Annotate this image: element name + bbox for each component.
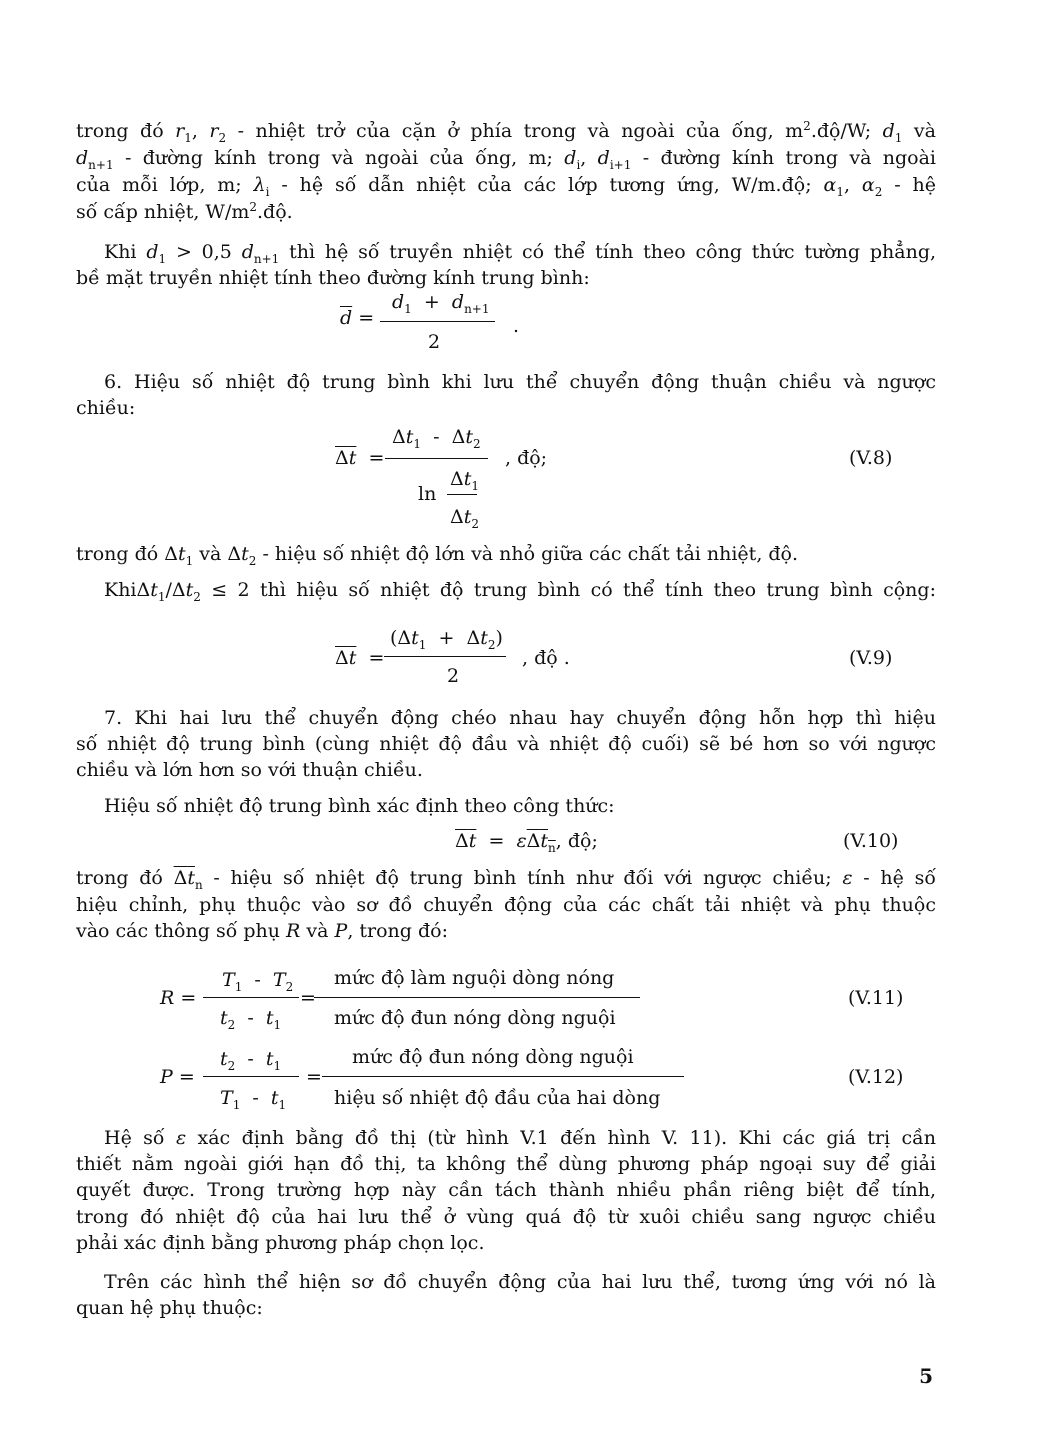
para7-line3: quyết được. Trong trường hợp này cần tách thành nhiều phần riêng biệt để tính, [76,1179,936,1201]
para7-line1: Hệ số ε xác định bằng đồ thị (từ hình V.1 đến hình V. 11). Khi các giá trị cần [104,1127,936,1149]
para4: $Khi\Delta t_1/\Delta t_2 \le 2$ thì hiệu số nhiệt độ trung bình có thể tính theo trung bình cộng: [104,579,936,604]
para1-line1: trong đó $r_1$, $r_2$ - nhiệt trở của cặn ở phía trong và ngoài của ống, $m^2.độ/W$; $d_1$ và [76,119,936,145]
para6-line3: vào các thông số phụ R và P, trong đó: [76,920,448,942]
para7-line4: trong đó nhiệt độ của hai lưu thể ở vùng quá độ từ xuôi chiều sang ngược chiều [76,1206,936,1228]
para7-line2: thiết nằm ngoài giới hạn đồ thị, ta không thể dùng phương pháp ngoại suy để giải [76,1153,936,1175]
para1-line3: của mỗi lớp, m; $\lambda_i$ - hệ số dẫn nhiệt của các lớp tương ứng, W/m.độ; $\alpha_1$, $\alpha_2$ - hệ [76,174,936,199]
para7-line5: phải xác định bằng phương pháp chọn lọc. [76,1232,485,1254]
section7-line2: số nhiệt độ trung bình (cùng nhiệt độ đầu và nhiệt độ cuối) sẽ bé hơn so với ngược [76,733,936,755]
para1-line4: số cấp nhiệt, $W/m^2.độ$. [76,200,293,223]
para2-line1: Khi $d_1 > 0,5$ $d_{n+1}$ thì hệ số truyền nhiệt có thể tính theo công thức tường phẳng, [104,241,937,266]
para3: trong đó $\Delta t_1$ và $\Delta t_2$ - hiệu số nhiệt độ lớn và nhỏ giữa các chất tải nhiệt, độ. [76,543,799,568]
para6-line2: hiệu chỉnh, phụ thuộc vào sơ đồ chuyển động của các chất tải nhiệt và phụ thuộc [76,894,936,916]
section6-line2: chiều: [76,397,136,419]
equation-label-v8: (V.8) [849,447,893,469]
page-number: 5 [919,1364,933,1388]
para8-line1: Trên các hình thể hiện sơ đồ chuyển động của hai lưu thể, tương ứng với nó là [104,1271,936,1293]
equation-label-v10: (V.10) [843,830,899,852]
section6-line1: 6. Hiệu số nhiệt độ trung bình khi lưu thể chuyển động thuận chiều và ngược [104,371,936,393]
para6-line1: trong đó $\Delta t_n$ - hiệu số nhiệt độ trung bình tính như đối với ngược chiều; ε - hệ số [76,867,936,892]
equation-label-v12: (V.12) [848,1066,904,1088]
document-page: trong đó $r_1$, $r_2$ - nhiệt trở của cặn ở phía trong và ngoài của ống, $m^2.độ/W$; $d_1$ và $d_{n+1}$ - đường kính trong và ngoài của ống, m; $d_i$, $d_{i+1}$ - đường kính trong và ngoài của mỗi lớp, m; $\lambda_i$ - hệ số dẫn nhiệt của các lớp tương ứng, W/m.độ; $\alpha_1$, $\alpha_2$ - hệ số cấp nhiệt, $W/m^2.độ$. Khi $d_1 > 0,5$ $d_{n+1}$ thì hệ số truyền nhiệt có thể tính theo công thức tường phẳng, bề mặt truyền nhiệt tính theo đường kính trung bình: $\overline{d}$ = $d_1 + d_{n+1}$ 2 . 6. Hiệu số nhiệt độ trung bình khi lưu thể chuyển động thuận chiều và ngược chiều: Δt = $\Delta t_1 - \Delta t_2$ ln $\Delta t_1$ $\Delta t_2$ , độ; (V.8) trong đó $\Delta t_1$ và $\Delta t_2$ - hiệu số nhiệt độ lớn và nhỏ giữa các chất tải nhiệt, độ. $Khi\Delta t_1/\Delta t_2 \le 2$ thì hiệu số nhiệt độ trung bình có thể tính theo trung bình cộng: Δt = $(\Delta t_1 + \Delta t_2)$ 2 , độ . (V.9) 7. Khi hai lưu thể chuyển động chéo nhau hay chuyển động hỗn hợp thì hiệu số nhiệt độ trung bình (cùng nhiệt độ đầu và nhiệt độ cuối) sẽ bé hơn so với ngược chiều và lớn hơn so với thuận chiều. Hiệu số nhiệt độ trung bình xác định theo công thức: Δt = εΔt$_n$, độ; (V.10) trong đó $\Delta t_n$ - hiệu số nhiệt độ trung bình tính như đối với ngược chiều; ε - hệ số hiệu chỉnh, phụ thuộc vào sơ đồ chuyển động của các chất tải nhiệt và phụ thuộc vào các thông số phụ R và P, trong đó: R = $T_1 - T_2$ = $t_2 - t_1$ mức độ làm nguội dòng nóng mức độ đun nóng dòng nguội (V.11) P = $t_2 - t_1$ = $T_1 - t_1$ mức độ đun nóng dòng nguội hiệu số nhiệt độ đầu của hai dòng (V.12) Hệ số ε xác định bằng đồ thị (từ hình V.1 đến hình V. 11). Khi các giá trị cần thiết nằm ngoài giới hạn đồ thị, ta không thể dùng phương pháp ngoại suy để giải quyết được. Trong trường hợp này cần tách thành nhiều phần riêng biệt để tính, trong đó nhiệt độ của hai lưu thể ở vùng quá độ từ xuôi chiều sang ngược chiều phải xác định bằng phương pháp chọn lọc. Trên các hình thể hiện sơ đồ chuyển động của hai lưu thể, tương ứng với nó là quan hệ phụ thuộc: 5 [0,0,1045,1441]
para5: Hiệu số nhiệt độ trung bình xác định theo công thức: [104,795,615,817]
para2-line2: bề mặt truyền nhiệt tính theo đường kính trung bình: [76,267,590,289]
para8-line2: quan hệ phụ thuộc: [76,1297,263,1319]
para1-line2: $d_{n+1}$ - đường kính trong và ngoài của ống, m; $d_i$, $d_{i+1}$ - đường kính trong và ngoài [76,147,936,172]
section7-line3: chiều và lớn hơn so với thuận chiều. [76,759,423,781]
equation-label-v11: (V.11) [848,987,904,1009]
equation-label-v9: (V.9) [849,647,893,669]
section7-line1: 7. Khi hai lưu thể chuyển động chéo nhau hay chuyển động hỗn hợp thì hiệu [104,707,936,729]
